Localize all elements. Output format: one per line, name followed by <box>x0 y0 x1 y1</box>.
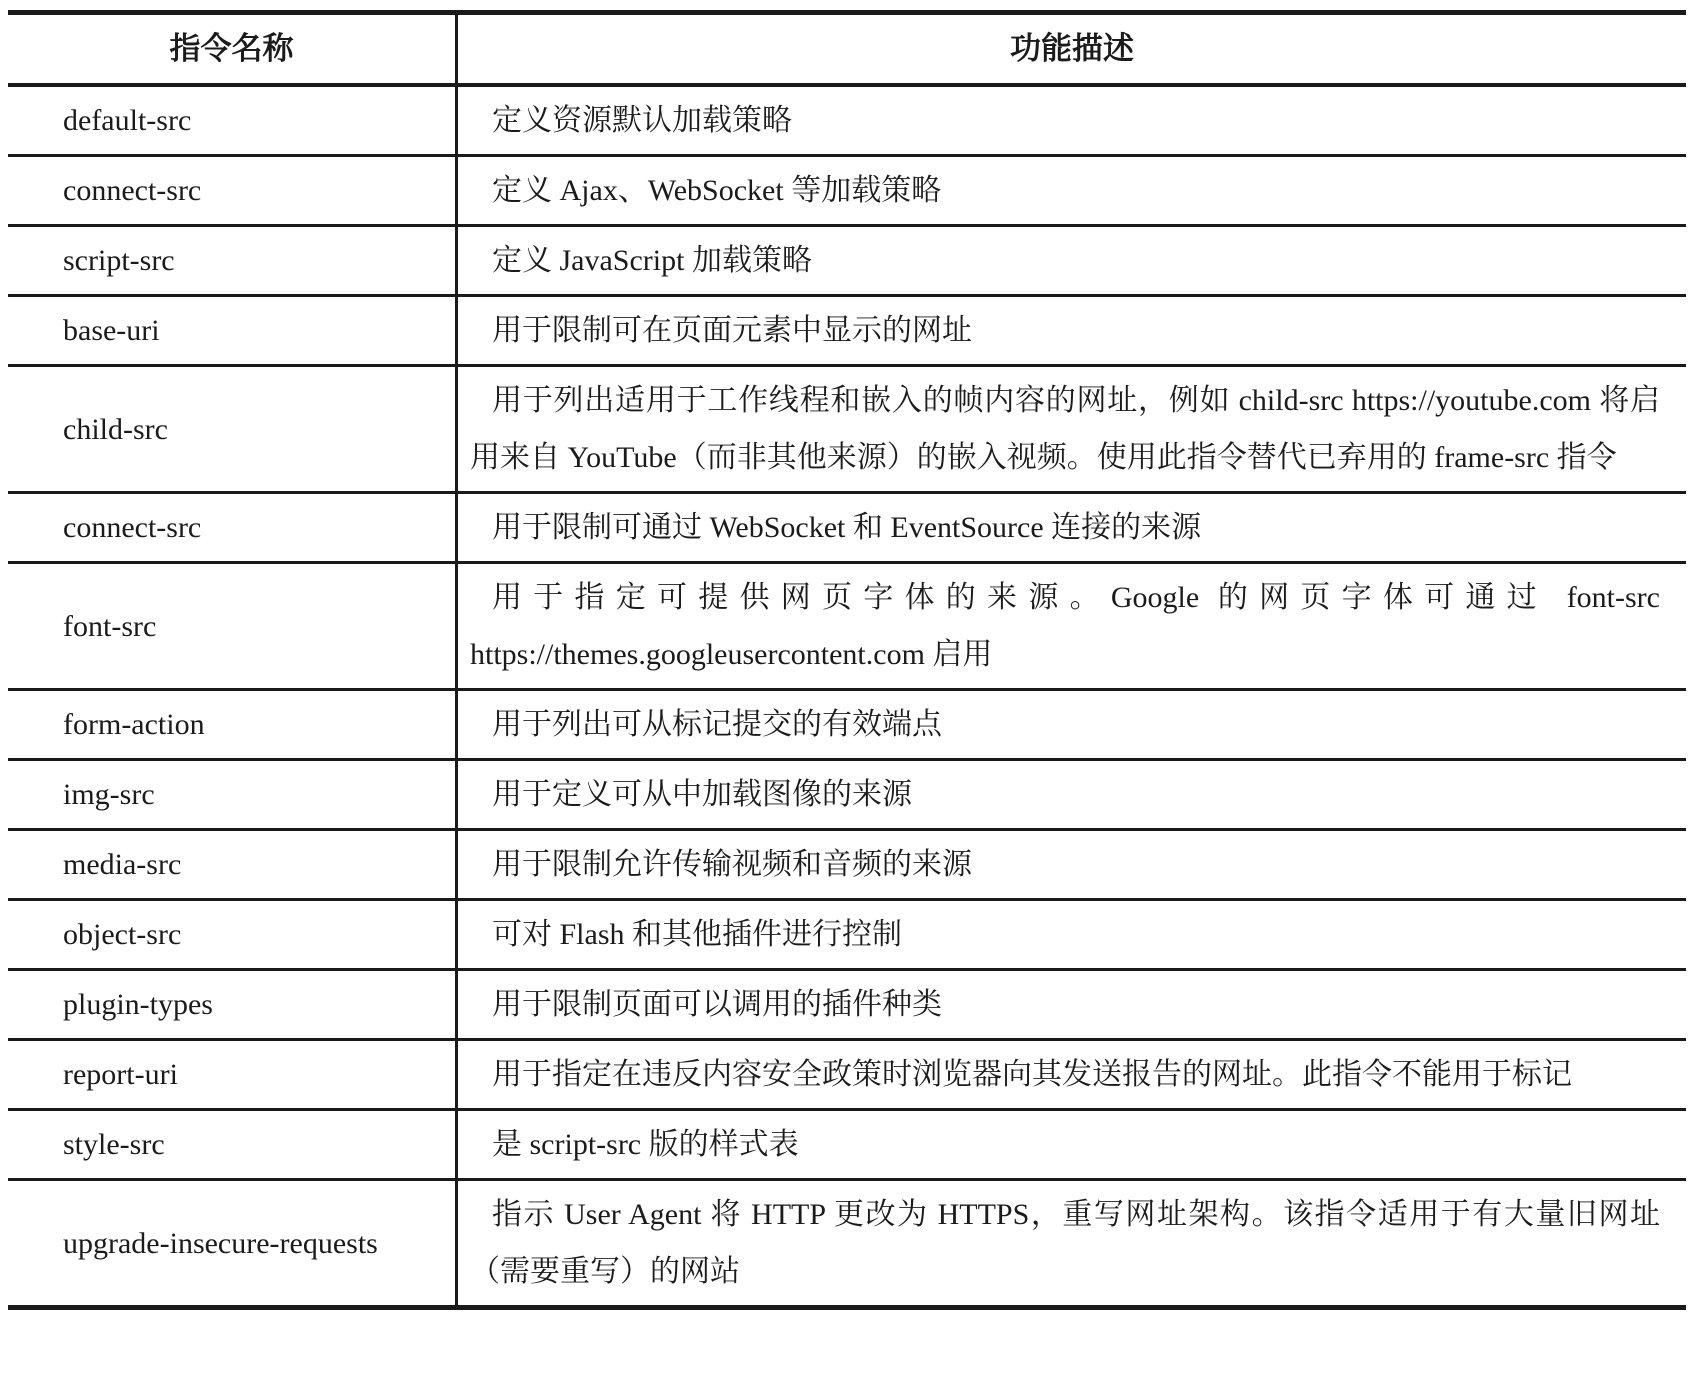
directive-name-cell: object-src <box>63 918 182 951</box>
directive-name-cell: connect-src <box>63 511 202 544</box>
directive-description-text: 用于限制可在页面元素中显示的网址 <box>492 314 972 347</box>
table-row <box>8 154 1686 224</box>
directive-description-text: 可对 Flash 和其他插件进行控制 <box>492 918 903 951</box>
table-row <box>8 898 1686 968</box>
table-row <box>8 968 1686 1038</box>
directive-description-text: 用于列出可从标记提交的有效端点 <box>492 708 942 741</box>
directive-name-cell: script-src <box>63 244 175 277</box>
directive-description-text: 用于定义可从中加载图像的来源 <box>492 778 912 811</box>
directive-description-text: 用于限制可通过 WebSocket 和 EventSource 连接的来源 <box>492 511 1202 544</box>
table-row <box>8 294 1686 364</box>
directive-description-text: 用于指定在违反内容安全政策时浏览器向其发送报告的网址。此指令不能用于标记 <box>492 1058 1572 1091</box>
table-row <box>8 688 1686 758</box>
directive-name-cell: default-src <box>63 104 192 137</box>
table-row <box>8 1178 1686 1305</box>
directive-description-cell <box>455 1111 1686 1178</box>
header-function-description: 功能描述 <box>455 15 1686 83</box>
directive-description-cell <box>455 297 1686 364</box>
table-row <box>8 364 1686 491</box>
directive-description-cell <box>455 1041 1686 1108</box>
directive-description-text: 用于限制允许传输视频和音频的来源 <box>492 848 972 881</box>
directive-description-text: 定义资源默认加载策略 <box>492 104 792 137</box>
table-row <box>8 828 1686 898</box>
directive-description-cell <box>455 831 1686 898</box>
directive-name-cell: form-action <box>63 708 205 741</box>
header-directive-name: 指令名称 <box>169 31 294 66</box>
directive-name-cell: style-src <box>63 1128 165 1161</box>
directive-name-cell: base-uri <box>63 314 160 347</box>
directive-description-cell <box>455 367 1686 491</box>
table-row <box>8 84 1686 154</box>
directive-description-cell <box>455 87 1686 154</box>
table-row <box>8 224 1686 294</box>
directive-description-cell <box>455 1181 1686 1305</box>
csp-directives-table <box>8 10 1686 1310</box>
table-row <box>8 491 1686 561</box>
directive-description-cell <box>455 564 1686 688</box>
directive-name-cell: plugin-types <box>63 988 213 1021</box>
directive-name-cell: font-src <box>63 609 157 643</box>
directive-description-text: 用于限制页面可以调用的插件种类 <box>492 988 942 1021</box>
directive-description-cell <box>455 901 1686 968</box>
table-row <box>8 758 1686 828</box>
directive-name-cell: child-src <box>63 412 168 446</box>
directive-name-cell: upgrade-insecure-requests <box>63 1226 378 1260</box>
table-row <box>8 561 1686 688</box>
table-row <box>8 1038 1686 1108</box>
directive-description-cell <box>455 494 1686 561</box>
directive-description-text: 定义 Ajax、WebSocket 等加载策略 <box>492 174 942 207</box>
directive-name-cell: media-src <box>63 848 182 881</box>
directive-description-cell <box>455 761 1686 828</box>
directive-description-cell <box>455 971 1686 1038</box>
directive-description-text: 指示 User Agent 将 HTTP 更改为 HTTPS，重写网址架构。该指令适用于有大量旧网址（需要重写）的网站 <box>470 1198 1660 1288</box>
table-header-row <box>8 15 1686 84</box>
directive-description-text: 用于列出适用于工作线程和嵌入的帧内容的网址，例如 child-src https://youtube.com 将启用来自 YouTube（而非其他来源）的嵌入视频。使用此指令替代已弃用的 frame-src 指令 <box>470 384 1660 474</box>
directive-description-cell <box>455 227 1686 294</box>
directive-name-cell: connect-src <box>63 174 202 207</box>
directive-name-cell: img-src <box>63 778 155 811</box>
directive-description-cell <box>455 691 1686 758</box>
table-row <box>8 1108 1686 1178</box>
directive-description-text: 是 script-src 版的样式表 <box>492 1128 799 1161</box>
directive-description-cell <box>455 157 1686 224</box>
directive-name-cell: report-uri <box>63 1058 178 1091</box>
directive-description-text: 用于指定可提供网页字体的来源。Google 的网页字体可通过 font-src https://themes.googleusercontent.com 启用 <box>470 581 1660 671</box>
directive-description-text: 定义 JavaScript 加载策略 <box>492 244 812 277</box>
